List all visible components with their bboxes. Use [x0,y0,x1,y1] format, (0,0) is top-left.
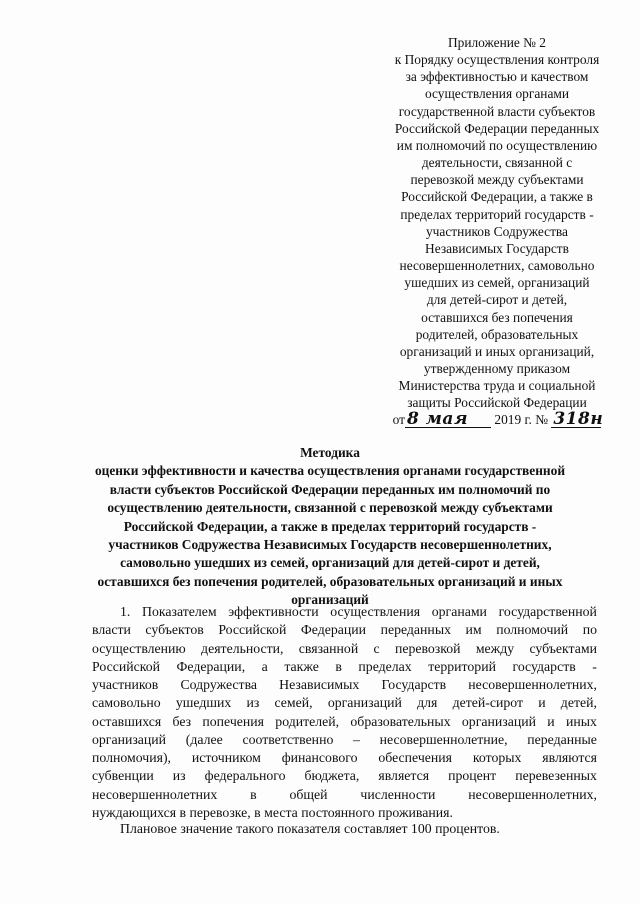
appendix-line: несовершеннолетних, самовольно [399,258,595,274]
title-line: Методика [300,445,360,460]
paragraph-line: субвенции из федерального бюджета, является процент перевезенных [92,768,597,784]
title-line: Российской Федерации, а также в пределах территорий государств - [123,518,537,534]
appendix-line: участников Содружества [425,223,569,239]
appendix-line: пределах территорий государств - [400,206,594,222]
order-from-label: от [392,412,406,428]
appendix-line: родителей, образовательных [415,326,579,342]
appendix-line: Российской Федерации переданных [394,120,600,136]
appendix-line: организаций и иных организаций, [399,343,595,359]
paragraph-line: участников Содружества Независимых Государств несовершеннолетних, [92,677,597,692]
paragraph-line: самовольно ушедших из семей, организаций для детей-сирот и детей, [92,695,597,711]
appendix-line: перевозкой между субъектами [410,172,584,188]
appendix-line: деятельности, связанной с [421,155,573,171]
title-line: самовольно ушедших из семей, организаций для детей-сирот и детей, [120,555,540,571]
appendix-line: к Порядку осуществления контроля [394,52,600,68]
appendix-header [386,34,608,429]
paragraph-line: осуществлению деятельности, связанной с перевозкой между субъектами [92,640,597,656]
title-line: организаций [291,592,369,608]
paragraph-1 [92,603,597,822]
appendix-line: государственной власти субъектов [398,103,596,119]
appendix-line: Независимых Государств [425,240,569,256]
appendix-line: для детей-сирот и детей, [426,292,568,308]
paragraph-line: организаций (далее соответственно – несовершеннолетние, переданные [92,731,597,747]
paragraph-line: 1. Показателем эффективности осуществления органами государственной [120,604,597,619]
paragraph-line: полномочия), источником финансового обеспечения которых являются [92,750,597,765]
paragraph-line: Российской Федерации, а также в пределах территорий государств - [92,658,597,674]
plan-value-paragraph: Плановое значение такого показателя составляет 100 процентов. [120,821,500,836]
handwritten-order-date: 8 мая [405,411,491,428]
appendix-line: оставшихся без попечения [421,309,573,325]
paragraph-line: оставшихся без попечения родителей, образовательных организаций и иных [92,713,597,729]
paragraph-line: нуждающихся в перевозке, в места постоянного проживания. [92,804,453,820]
title-line: власти субъектов Российской Федерации переданных им полномочий по [109,481,551,497]
appendix-line: защиты Российской Федерации [407,395,587,411]
appendix-line: за эффективностью и качеством [405,69,589,85]
order-number-sign: № [535,412,548,428]
handwritten-order-number: 318н [553,409,604,430]
title-line: оценки эффективности и качества осуществления органами государственной [94,463,566,479]
appendix-line: Российской Федерации, а также в [401,189,593,205]
title-line: участников Содружества Независимых Государств несовершеннолетних, [108,537,552,553]
title-line: осуществлению деятельности, связанной с перевозкой между субъектами [107,500,553,516]
appendix-line: осуществления органами [424,86,570,102]
paragraph-line: власти субъектов Российской Федерации переданных им полномочий по [92,622,597,638]
paragraph-line: несовершеннолетних в общей численности несовершеннолетних, [92,786,597,802]
methodology-title [80,444,580,610]
order-year: 2019 г. [494,412,532,428]
order-date-number-line [386,411,608,428]
appendix-line: ушедших из семей, организаций [404,275,590,291]
appendix-line: им полномочий по осуществлению [396,137,598,153]
appendix-line: утвержденному приказом [423,360,571,376]
appendix-line: Министерства труда и социальной [398,378,596,394]
title-line: оставшихся без попечения родителей, образовательных организаций и иных [97,573,563,589]
appendix-line: Приложение № 2 [447,35,547,50]
